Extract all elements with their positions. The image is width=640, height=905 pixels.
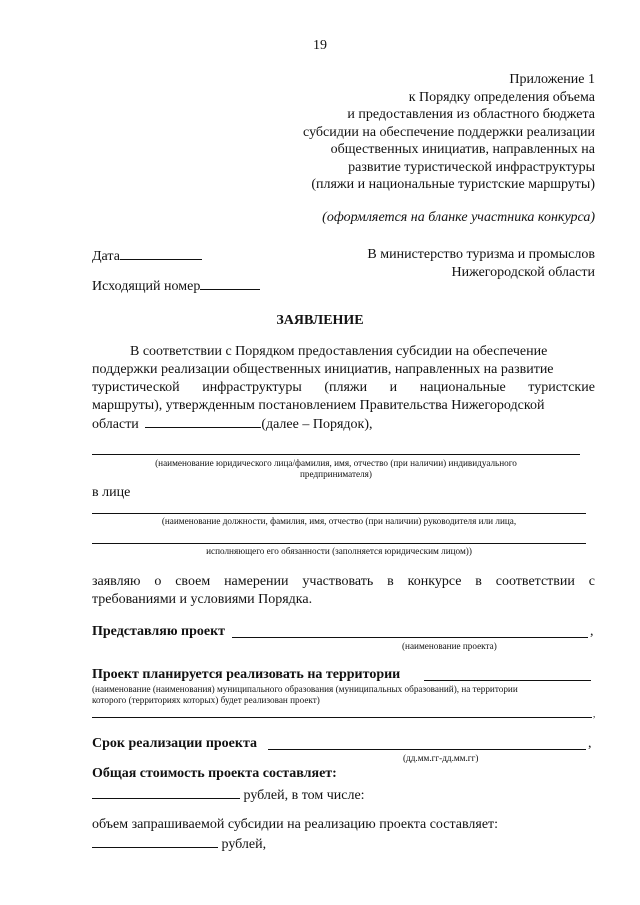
word: заявляю bbox=[92, 574, 141, 589]
caption-project: (наименование проекта) bbox=[402, 641, 497, 651]
appendix-line: Приложение 1 bbox=[509, 72, 595, 87]
term-line bbox=[268, 749, 586, 750]
territory-line-1 bbox=[424, 680, 591, 681]
head-name-line-2 bbox=[92, 543, 586, 544]
recipient-line: В министерство туризма и промыслов bbox=[367, 247, 595, 262]
project-comma: , bbox=[590, 624, 594, 639]
caption-territory-2: которого (территориях которых) будет реализован проект) bbox=[92, 695, 320, 705]
appendix-line: субсидии на обеспечение поддержки реализации bbox=[303, 124, 595, 140]
intro-line-3 bbox=[92, 379, 595, 396]
in-person-label: в лице bbox=[92, 485, 131, 500]
appendix-line: развитие туристической инфраструктуры bbox=[348, 159, 595, 175]
territory-comma: , bbox=[593, 709, 596, 719]
word: своем bbox=[175, 574, 211, 589]
outgoing-number-field bbox=[92, 276, 260, 295]
subsidy-suffix: рублей, bbox=[221, 837, 267, 852]
word: в bbox=[475, 574, 482, 589]
word: о bbox=[154, 574, 162, 589]
word: национальные bbox=[419, 380, 506, 395]
word: соответствии bbox=[495, 574, 575, 589]
outgoing-blank bbox=[200, 276, 260, 290]
caption-org-2: предпринимателя) bbox=[300, 469, 372, 479]
caption-term: (дд.мм.гг-дд.мм.гг) bbox=[403, 753, 479, 763]
caption-head-1: (наименование должности, фамилия, имя, отчество (при наличии) руководителя или лица, bbox=[161, 516, 517, 526]
recipient-block bbox=[367, 246, 595, 281]
appendix-line: к Порядку определения объема bbox=[408, 89, 595, 105]
territory-line-2 bbox=[92, 717, 592, 718]
intro-line-5 bbox=[92, 414, 373, 433]
date-label: Дата bbox=[92, 249, 120, 264]
page-number: 19 bbox=[313, 38, 327, 53]
term-label: Срок реализации проекта bbox=[92, 736, 258, 751]
word: намерении bbox=[224, 574, 289, 589]
date-blank bbox=[120, 246, 202, 260]
recipient-line: Нижегородской области bbox=[451, 264, 595, 280]
subsidy-label: объем запрашиваемой субсидии на реализацию проекта составляет: bbox=[92, 817, 499, 832]
declare-line-2: требованиями и условиями Порядка. bbox=[92, 592, 313, 607]
word: с bbox=[588, 574, 595, 589]
subsidy-amount-blank bbox=[92, 834, 218, 848]
intro-line-4: маршруты), утвержденным постановлением Правительства Нижегородской bbox=[92, 398, 545, 413]
total-amount-field bbox=[92, 785, 365, 804]
word: в bbox=[387, 574, 394, 589]
word: конкурсе bbox=[407, 574, 462, 589]
total-amount-blank bbox=[92, 785, 240, 799]
appendix-line: и предоставления из областного бюджета bbox=[347, 107, 595, 122]
word: туристские bbox=[528, 380, 595, 395]
document-title: ЗАЯВЛЕНИЕ bbox=[276, 313, 364, 328]
appendix-line: (пляжи и национальные туристские маршруты) bbox=[311, 177, 595, 192]
intro-line-1: В соответствии с Порядком предоставления субсидии на обеспечение bbox=[130, 344, 548, 359]
intro-line-2: поддержки реализации общественных инициатив, направленных на развитие bbox=[92, 362, 554, 377]
word: участвовать bbox=[302, 574, 374, 589]
total-label: Общая стоимость проекта составляет: bbox=[92, 766, 337, 781]
letterhead-note: (оформляется на бланке участника конкурса) bbox=[322, 210, 595, 225]
head-name-line-1 bbox=[92, 513, 586, 514]
word: туристической bbox=[92, 380, 180, 395]
term-comma: , bbox=[588, 736, 592, 751]
subsidy-amount-field bbox=[92, 834, 266, 853]
territory-label: Проект планируется реализовать на территории bbox=[92, 667, 401, 682]
outgoing-label: Исходящий номер bbox=[92, 279, 201, 294]
date-field bbox=[92, 246, 202, 265]
total-suffix: рублей, в том числе: bbox=[243, 788, 365, 803]
appendix-line: общественных инициатив, направленных на bbox=[330, 142, 595, 157]
resolution-blank bbox=[145, 414, 261, 428]
word: (пляжи bbox=[324, 380, 368, 395]
word: инфраструктуры bbox=[202, 380, 302, 395]
caption-org-1: (наименование юридического лица/фамилия, имя, отчество (при наличии) индивидуального bbox=[155, 458, 517, 468]
intro-text: области bbox=[92, 417, 139, 432]
project-label: Представляю проект bbox=[92, 624, 226, 639]
intro-text: (далее – Порядок), bbox=[261, 417, 373, 432]
declare-line-1 bbox=[92, 573, 595, 590]
caption-head-2: исполняющего его обязанности (заполняется юридическим лицом)) bbox=[206, 546, 472, 556]
caption-territory-1: (наименование (наименования) муниципального образования (муниципальных образований), на территории bbox=[92, 684, 518, 694]
appendix-block bbox=[303, 71, 595, 194]
org-name-line bbox=[92, 454, 580, 455]
word: и bbox=[389, 380, 398, 395]
project-name-line bbox=[232, 637, 588, 638]
